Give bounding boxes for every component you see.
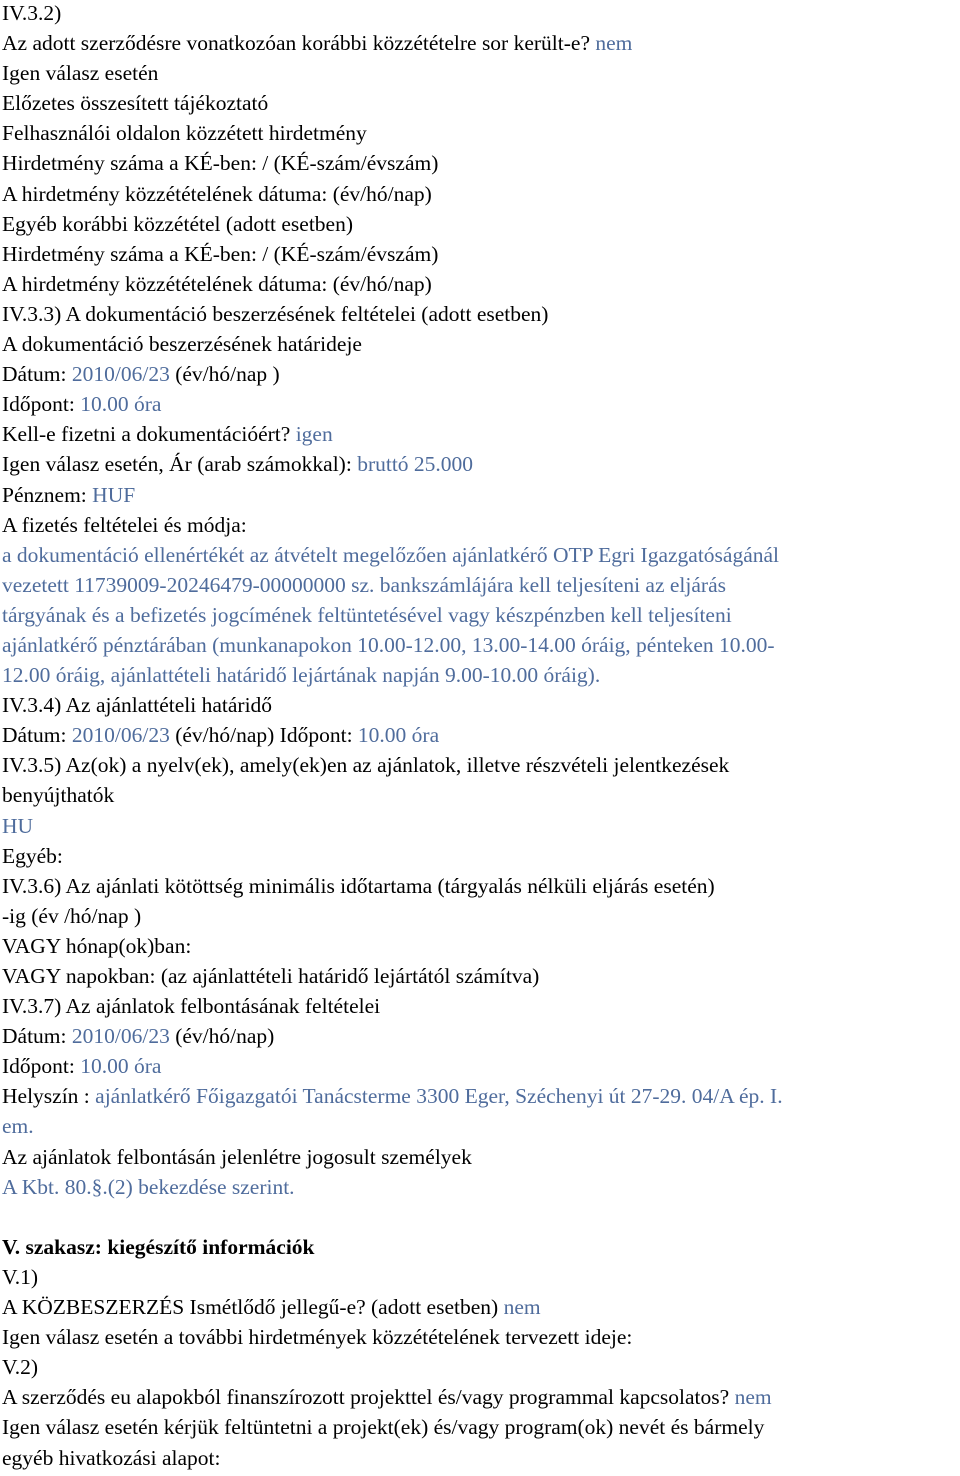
field-label: Hirdetmény száma a KÉ-ben: / (KÉ-szám/évszám) <box>2 151 439 176</box>
text-line <box>2 1292 960 1322</box>
field-label: Dátum: <box>2 362 72 387</box>
field-label: V.2) <box>2 1355 39 1380</box>
field-value: HU <box>2 813 34 838</box>
text-line <box>2 961 960 991</box>
field-value: ajánlatkérő pénztárában (munkanapokon 10.00-12.00, 13.00-14.00 óráig, pénteken 10.00- <box>2 632 775 657</box>
text-line <box>2 0 960 28</box>
text-line <box>2 1172 960 1202</box>
blank-line <box>2 1202 960 1232</box>
field-label: Az ajánlatok felbontásán jelenlétre jogosult személyek <box>2 1144 472 1169</box>
field-label: A dokumentáció beszerzésének határideje <box>2 332 362 357</box>
field-value: 10.00 óra <box>80 392 162 417</box>
text-line <box>2 1262 960 1292</box>
field-value: nem <box>503 1295 541 1320</box>
text-line <box>2 1322 960 1352</box>
field-label: V.1) <box>2 1264 39 1289</box>
field-label: Pénznem: <box>2 482 93 507</box>
field-value: bruttó 25.000 <box>357 452 474 477</box>
field-label: Dátum: <box>2 723 72 748</box>
text-line <box>2 660 960 690</box>
text-line <box>2 118 960 148</box>
field-value: ajánlatkérő Főigazgatói Tanácsterme 3300 Eger, Széchenyi út 27-29. 04/A ép. I. <box>95 1084 783 1109</box>
field-label: Kell-e fizetni a dokumentációért? <box>2 422 296 447</box>
text-line <box>2 269 960 299</box>
text-line <box>2 148 960 178</box>
text-line <box>2 329 960 359</box>
text-line <box>2 1081 960 1111</box>
text-line <box>2 780 960 810</box>
field-label: (év/hó/nap ) <box>169 362 280 387</box>
text-line <box>2 449 960 479</box>
field-label: Igen válasz esetén, Ár (arab számokkal): <box>2 452 358 477</box>
field-value: vezetett 11739009-20246479-00000000 sz. bankszámlájára kell teljesíteni az eljárás <box>2 572 726 597</box>
text-line <box>2 1232 960 1262</box>
field-value: HUF <box>92 482 136 507</box>
text-line <box>2 600 960 630</box>
field-label: Dátum: <box>2 1024 72 1049</box>
text-line <box>2 480 960 510</box>
field-label: IV.3.6) Az ajánlati kötöttség minimális időtartama (tárgyalás nélküli eljárás esetén) <box>2 873 715 898</box>
text-line <box>2 58 960 88</box>
text-line <box>2 991 960 1021</box>
text-line <box>2 630 960 660</box>
field-value: igen <box>295 422 333 447</box>
field-value: nem <box>734 1385 772 1410</box>
field-label: Felhasználói oldalon közzétett hirdetmény <box>2 121 367 146</box>
field-value: a dokumentáció ellenértékét az átvételt megelőzően ajánlatkérő OTP Egri Igazgatóságánál <box>2 542 780 567</box>
field-label: IV.3.3) A dokumentáció beszerzésének feltételei (adott esetben) <box>2 301 549 326</box>
field-label: A hirdetmény közzétételének dátuma: (év/hó/nap) <box>2 181 432 206</box>
field-label: A fizetés feltételei és módja: <box>2 512 247 537</box>
field-label: Egyéb: <box>2 843 63 868</box>
text-line <box>2 28 960 58</box>
field-label: -ig (év /hó/nap ) <box>2 903 142 928</box>
field-label: Hirdetmény száma a KÉ-ben: / (KÉ-szám/évszám) <box>2 241 439 266</box>
field-label: (év/hó/nap) Időpont: <box>169 723 358 748</box>
text-line <box>2 359 960 389</box>
field-label: IV.3.2) <box>2 1 62 25</box>
field-label: Igen válasz esetén a további hirdetmények közzétételének tervezett ideje: <box>2 1325 633 1350</box>
field-value: A Kbt. 80.§.(2) bekezdése szerint. <box>2 1174 295 1199</box>
document-body <box>2 0 960 1473</box>
field-value: 2010/06/23 <box>71 1024 170 1049</box>
text-line <box>2 1443 960 1473</box>
text-line <box>2 239 960 269</box>
text-line <box>2 570 960 600</box>
field-value: nem <box>595 31 633 56</box>
field-label: A hirdetmény közzétételének dátuma: (év/hó/nap) <box>2 271 432 296</box>
field-value: 10.00 óra <box>357 723 440 748</box>
text-line <box>2 389 960 419</box>
text-line <box>2 1412 960 1442</box>
field-label: Előzetes összesített tájékoztató <box>2 91 269 116</box>
field-label: egyéb hivatkozási alapot: <box>2 1445 221 1470</box>
text-line <box>2 540 960 570</box>
text-line <box>2 1142 960 1172</box>
text-line <box>2 510 960 540</box>
section-heading: V. szakasz: kiegészítő információk <box>2 1234 315 1259</box>
text-line <box>2 419 960 449</box>
field-label: IV.3.7) Az ajánlatok felbontásának feltételei <box>2 994 381 1019</box>
field-label: VAGY napokban: (az ajánlattételi határidő lejártától számítva) <box>2 964 540 988</box>
text-line <box>2 1051 960 1081</box>
text-line <box>2 179 960 209</box>
field-value: tárgyának és a befizetés jogcímének feltüntetésével vagy készpénzben kell teljesíteni <box>2 602 732 627</box>
text-line <box>2 841 960 871</box>
text-line <box>2 1382 960 1412</box>
text-line <box>2 871 960 901</box>
text-line <box>2 720 960 750</box>
field-value: em. <box>2 1114 34 1139</box>
field-label: Helyszín : <box>2 1084 96 1109</box>
text-line <box>2 901 960 931</box>
text-line <box>2 750 960 780</box>
field-label: A szerződés eu alapokból finanszírozott projekttel és/vagy programmal kapcsolatos? <box>2 1385 735 1410</box>
text-line <box>2 1021 960 1051</box>
text-line <box>2 209 960 239</box>
field-value: 2010/06/23 <box>71 723 170 748</box>
text-line <box>2 88 960 118</box>
text-line <box>2 690 960 720</box>
text-line <box>2 1352 960 1382</box>
field-label: VAGY hónap(ok)ban: <box>2 933 192 958</box>
field-label: Időpont: <box>2 1054 81 1079</box>
field-label: (év/hó/nap) <box>169 1024 275 1049</box>
field-label: Időpont: <box>2 392 81 417</box>
field-label: benyújthatók <box>2 783 115 808</box>
text-line <box>2 931 960 961</box>
text-line <box>2 1111 960 1141</box>
field-label: Az adott szerződésre vonatkozóan korábbi közzétételre sor került-e? <box>2 31 596 56</box>
field-label: A KÖZBESZERZÉS Ismétlődő jellegű-e? (adott esetben) <box>2 1295 504 1320</box>
field-value: 10.00 óra <box>80 1054 162 1079</box>
text-line <box>2 811 960 841</box>
field-label: Igen válasz esetén kérjük feltüntetni a projekt(ek) és/vagy program(ok) nevét és bármely <box>2 1415 765 1440</box>
field-label: IV.3.5) Az(ok) a nyelv(ek), amely(ek)en az ajánlatok, illetve részvételi jelentkezések <box>2 753 730 778</box>
field-label: Egyéb korábbi közzététel (adott esetben) <box>2 211 354 236</box>
field-label: Igen válasz esetén <box>2 61 159 86</box>
field-value: 2010/06/23 <box>71 362 170 387</box>
text-line <box>2 299 960 329</box>
field-label: IV.3.4) Az ajánlattételi határidő <box>2 693 273 718</box>
field-value: 12.00 óráig, ajánlattételi határidő lejártának napján 9.00-10.00 óráig). <box>2 663 601 688</box>
